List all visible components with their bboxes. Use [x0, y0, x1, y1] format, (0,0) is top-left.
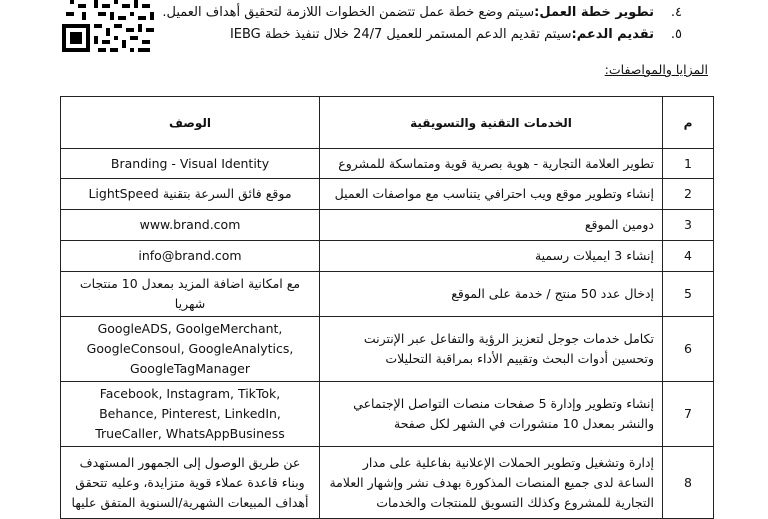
step-item — [122, 24, 682, 46]
step-item — [122, 2, 682, 24]
row-num: 4 — [663, 241, 714, 272]
step-number: ٤. — [670, 5, 682, 20]
step-label: تقديم الدعم: — [571, 27, 654, 42]
header-num: م — [663, 97, 714, 149]
row-service: تكامل خدمات جوجل لتعزيز الرؤية والتفاعل عبر الإنترنت وتحسين أدوات البحث وتقييم الأداء بمراقبة التحليلات — [320, 317, 663, 382]
table-row — [61, 447, 714, 519]
row-description: عن طريق الوصول إلى الجمهور المستهدف وبناء قاعدة عملاء قوية متزايدة، وعليه تتحقق أهداف المبيعات الشهرية/السنوية المتفق عليها — [61, 447, 320, 519]
row-description: Branding - Visual Identity — [61, 149, 320, 179]
row-num: 1 — [663, 149, 714, 179]
table-row — [61, 179, 714, 210]
row-service: إنشاء وتطوير وإدارة 5 صفحات منصات التواصل الإجتماعي والنشر بمعدل 10 منشورات في الشهر لكل صفحة — [320, 382, 663, 447]
row-description: info@brand.com — [61, 241, 320, 272]
table-row — [61, 317, 714, 382]
row-description: مع امكانية اضافة المزيد بمعدل 10 منتجات شهريا — [61, 272, 320, 317]
steps-list — [122, 2, 682, 46]
row-num: 5 — [663, 272, 714, 317]
features-table — [60, 96, 714, 519]
row-num: 2 — [663, 179, 714, 210]
table-row — [61, 382, 714, 447]
row-service: إنشاء وتطوير موقع ويب احترافي يتناسب مع مواصفات العميل — [320, 179, 663, 210]
row-service: إدخال عدد 50 منتج / خدمة على الموقع — [320, 272, 663, 317]
header-service: الخدمات التقنية والتسويقية — [320, 97, 663, 149]
table-row — [61, 149, 714, 179]
step-text: سيتم وضع خطة عمل تتضمن الخطوات اللازمة لتحقيق أهداف العميل. — [162, 5, 535, 20]
row-service: دومين الموقع — [320, 210, 663, 241]
row-num: 7 — [663, 382, 714, 447]
row-num: 6 — [663, 317, 714, 382]
row-description: Facebook, Instagram, TikTok, Behance, Pinterest, LinkedIn, TrueCaller, WhatsAppBusiness — [61, 382, 320, 447]
row-service: إدارة وتشغيل وتطوير الحملات الإعلانية بفاعلية على مدار الساعة لدى جميع المنصات المذكورة بهدف نشر وإشهار العلامة التجارية للمشروع وكذلك التسويق للمنتجات والخدمات — [320, 447, 663, 519]
step-number: ٥. — [670, 27, 682, 42]
row-service: إنشاء 3 ايميلات رسمية — [320, 241, 663, 272]
table-row — [61, 272, 714, 317]
table-row — [61, 241, 714, 272]
table-row — [61, 210, 714, 241]
row-num: 3 — [663, 210, 714, 241]
row-description: موقع فائق السرعة بتقنية LightSpeed — [61, 179, 320, 210]
table-header-row — [61, 97, 714, 149]
header-description: الوصف — [61, 97, 320, 149]
row-description: www.brand.com — [61, 210, 320, 241]
step-text: سيتم تقديم الدعم المستمر للعميل 24/7 خلال تنفيذ خطة IEBG — [229, 27, 572, 42]
row-num: 8 — [663, 447, 714, 519]
row-service: تطوير العلامة التجارية - هوية بصرية قوية ومتماسكة للمشروع — [320, 149, 663, 179]
row-description: GoogleADS, GoolgeMerchant, GoogleConsoul, GoogleAnalytics, GoogleTagManager — [61, 317, 320, 382]
step-label: تطوير خطة العمل: — [534, 5, 654, 20]
features-heading: المزايا والمواصفات: — [604, 62, 708, 77]
